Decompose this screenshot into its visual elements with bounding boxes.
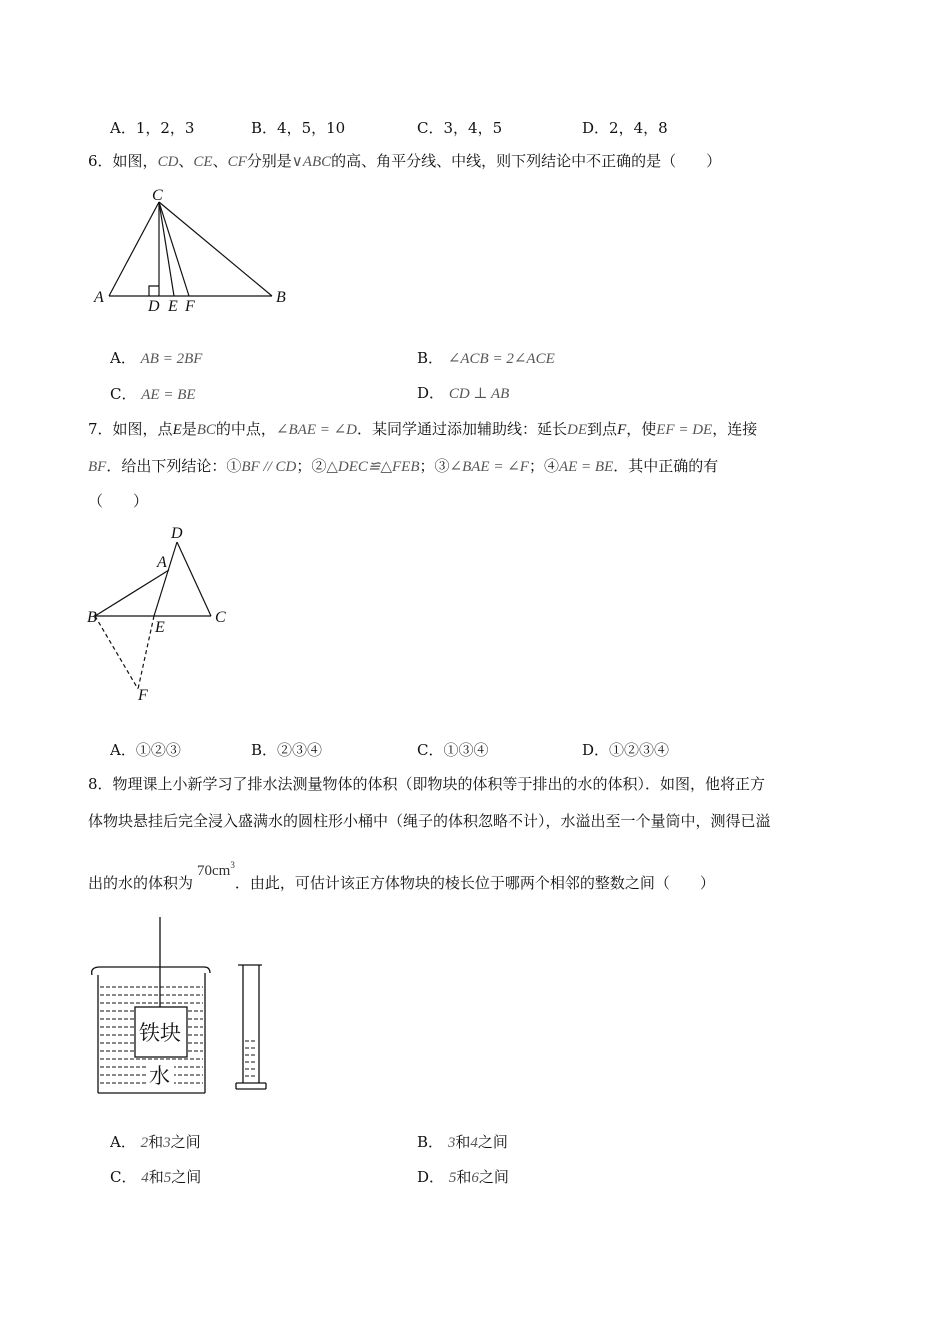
option-text: 之间 xyxy=(171,1168,202,1186)
option-label: C． xyxy=(417,741,444,759)
math-triangle: ∨ABC xyxy=(291,154,332,170)
math-cd: CD xyxy=(157,154,179,170)
option-math: ∠ACB = 2∠ACE xyxy=(447,351,555,367)
label-d: D xyxy=(148,298,160,315)
stem-text: ；③ xyxy=(419,457,450,475)
q7-stem-line1 xyxy=(88,418,757,441)
option-text: ①②③ xyxy=(135,741,181,759)
option-label: B． xyxy=(251,119,278,137)
label-a: A xyxy=(94,289,104,306)
stem-text: ．某同学通过添加辅助线：延长 xyxy=(357,420,568,438)
q8-option-b xyxy=(417,1131,508,1152)
math-de: DE xyxy=(567,422,588,438)
option-label: D． xyxy=(582,119,610,137)
q5-option-b xyxy=(251,117,345,138)
option-label: C． xyxy=(110,1168,137,1186)
math-angle: ∠BAE = ∠D xyxy=(275,422,358,438)
q6-stem xyxy=(88,150,721,173)
num-b: 6 xyxy=(471,1170,479,1186)
option-text: 之间 xyxy=(478,1168,509,1186)
label-b: B xyxy=(87,609,97,626)
stem-text: 如图， xyxy=(112,152,158,170)
stem-text: ；④ xyxy=(528,457,559,475)
label-c: C xyxy=(215,609,226,626)
label-e: E xyxy=(155,619,165,636)
water-label: 水 xyxy=(149,1064,170,1088)
math-cf: CF xyxy=(227,154,247,170)
stem-text: 体物块悬挂后完全浸入盛满水的圆柱形小桶中（绳子的体积忽略不计），水溢出至一个量筒中，测得已溢 xyxy=(88,812,771,830)
num-a: 3 xyxy=(447,1135,456,1151)
math-c4: AE = BE xyxy=(558,459,614,475)
q8-option-d xyxy=(417,1166,509,1187)
stem-text: ．由此，可估计该正方体物块的棱长位于哪两个相邻的整数之间（ ） xyxy=(234,874,715,892)
option-text: 和 xyxy=(148,1168,164,1186)
q8-stem-line3 xyxy=(88,860,715,896)
q7-stem-line2 xyxy=(88,455,718,478)
math-ce: CE xyxy=(193,154,213,170)
option-text: 和 xyxy=(148,1133,164,1151)
question-number: 8． xyxy=(88,775,113,793)
q6-option-a xyxy=(110,347,202,368)
math-volume xyxy=(197,860,235,879)
q7-stem-line3 xyxy=(88,490,148,512)
math-bf: BF xyxy=(88,459,107,475)
block-label: 铁块 xyxy=(139,1021,181,1045)
label-d: D xyxy=(171,525,183,542)
option-text: 之间 xyxy=(170,1133,201,1151)
q8-figure xyxy=(86,915,286,1100)
stem-text: 分别是 xyxy=(246,152,292,170)
option-math: AB = 2BF xyxy=(140,351,203,367)
math-c2: △DEC≌△FEB xyxy=(326,459,420,475)
num-a: 5 xyxy=(448,1170,457,1186)
num-b: 3 xyxy=(163,1135,171,1151)
q8-stem-line2 xyxy=(88,810,771,832)
option-label: A． xyxy=(110,349,136,367)
label-e: E xyxy=(168,298,178,315)
volume-value: 70cm xyxy=(197,863,231,879)
num-a: 4 xyxy=(141,1170,149,1186)
stem-text: ，连接 xyxy=(712,420,758,438)
math-efde: EF = DE xyxy=(656,422,713,438)
stem-text: 是 xyxy=(181,420,197,438)
option-text: 和 xyxy=(456,1168,472,1186)
option-label: C． xyxy=(417,119,444,137)
stem-text: 物理课上小新学习了排水法测量物体的体积（即物块的体积等于排出的水的体积）．如图，他将正方 xyxy=(112,775,766,793)
option-label: B． xyxy=(417,349,444,367)
option-label: A． xyxy=(110,1133,136,1151)
q8-option-c xyxy=(110,1166,201,1187)
num-b: 4 xyxy=(470,1135,478,1151)
num-b: 5 xyxy=(163,1170,172,1186)
option-label: A． xyxy=(110,741,136,759)
option-label: C． xyxy=(110,385,137,403)
option-math: AE = BE xyxy=(141,387,196,403)
option-text: 4，5，10 xyxy=(277,119,346,137)
math-c1: BF // CD xyxy=(241,459,297,475)
label-b: B xyxy=(276,289,286,306)
q7-figure xyxy=(85,522,235,707)
question-number: 6． xyxy=(88,152,113,170)
num-a: 2 xyxy=(140,1135,149,1151)
q7-option-c xyxy=(417,739,489,760)
option-text: ②③④ xyxy=(277,741,323,759)
q5-option-a xyxy=(110,117,194,138)
option-text: 3，4，5 xyxy=(443,119,503,137)
option-label: A． xyxy=(110,119,136,137)
q5-option-c xyxy=(417,117,502,138)
option-label: B． xyxy=(417,1133,444,1151)
label-c: C xyxy=(152,187,163,204)
option-text: 和 xyxy=(455,1133,471,1151)
option-label: D． xyxy=(582,741,610,759)
q7-option-b xyxy=(251,739,322,760)
label-a: A xyxy=(157,554,167,571)
option-label: D． xyxy=(417,1168,445,1186)
stem-text: 出的水的体积为 xyxy=(88,874,194,892)
math-f: F xyxy=(617,422,627,438)
stem-text: ．其中正确的有 xyxy=(613,457,719,475)
math-bc: BC xyxy=(196,422,216,438)
option-math: CD ⊥ AB xyxy=(448,386,510,402)
q7-option-a xyxy=(110,739,181,760)
stem-text: 、 xyxy=(212,152,228,170)
stem-text: 到点 xyxy=(587,420,618,438)
option-text: 2，4，8 xyxy=(609,119,668,137)
stem-text: 、 xyxy=(178,152,194,170)
q5-option-d xyxy=(582,117,668,138)
q6-option-b xyxy=(417,347,555,368)
q8-stem-line1 xyxy=(88,773,765,795)
stem-text: 如图，点 xyxy=(112,420,173,438)
q7-option-d xyxy=(582,739,669,760)
q8-option-a xyxy=(110,1131,201,1152)
stem-text: 的中点， xyxy=(215,420,276,438)
q6-figure xyxy=(88,182,298,317)
math-e: E xyxy=(172,422,182,438)
stem-text: ，使 xyxy=(626,420,657,438)
math-c3: ∠BAE = ∠F xyxy=(449,459,529,475)
label-f: F xyxy=(138,687,148,704)
option-text: ①③④ xyxy=(443,741,489,759)
answer-bracket: （ ） xyxy=(88,492,149,510)
option-text: 之间 xyxy=(477,1133,508,1151)
option-text: ①②③④ xyxy=(609,741,670,759)
stem-text: 的高、角平分线、中线，则下列结论中不正确的是（ ） xyxy=(331,152,722,170)
question-number: 7． xyxy=(88,420,113,438)
q6-option-c xyxy=(110,383,196,404)
option-text: 1，2，3 xyxy=(135,119,195,137)
stem-text: ．给出下列结论：① xyxy=(106,457,242,475)
q6-option-d xyxy=(417,382,509,403)
stem-text: ；② xyxy=(296,457,327,475)
volume-exponent: 3 xyxy=(230,860,235,870)
option-label: B． xyxy=(251,741,278,759)
option-label: D． xyxy=(417,384,445,402)
label-f: F xyxy=(185,298,195,315)
